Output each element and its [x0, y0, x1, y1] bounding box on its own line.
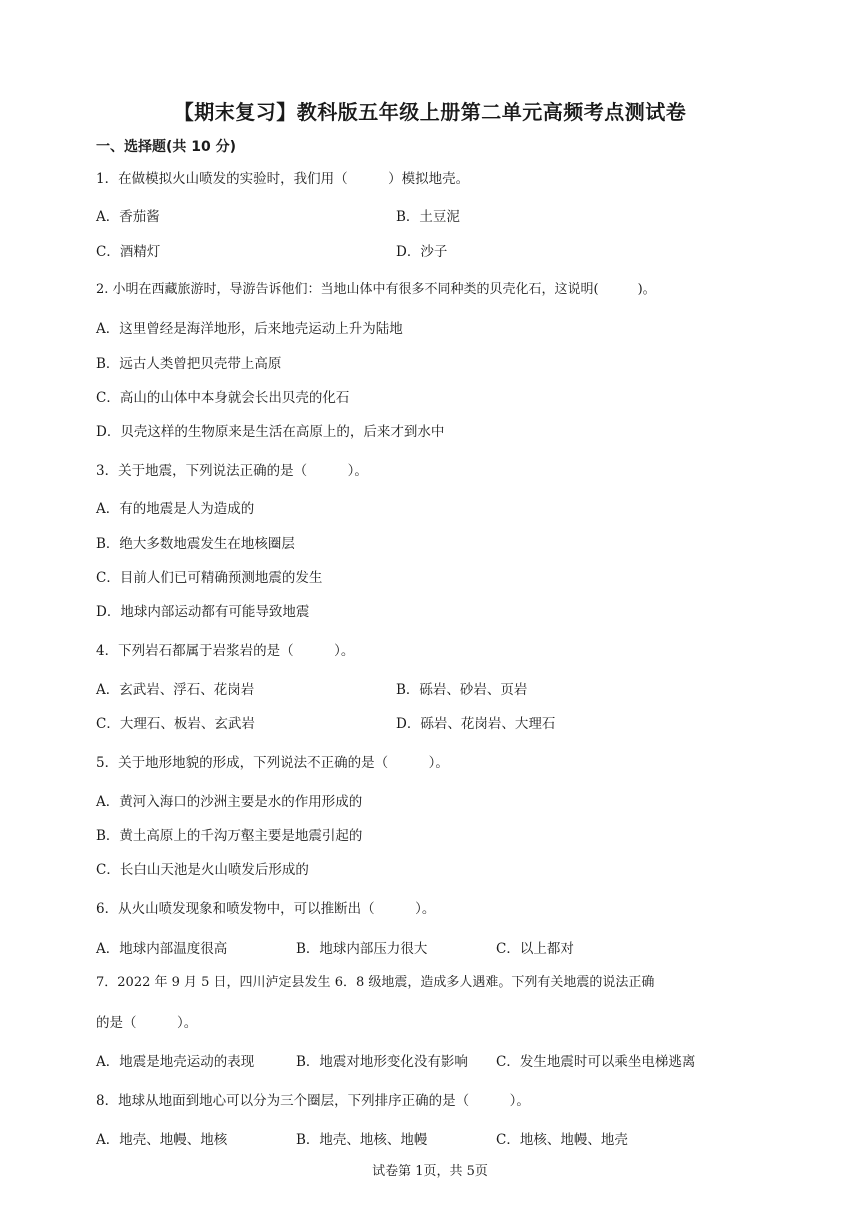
question-6-option-b: B．地球内部压力很大	[296, 941, 428, 957]
question-7-option-c: C．发生地震时可以乘坐电梯逃离	[496, 1054, 696, 1070]
question-3-stem: 3．关于地震，下列说法正确的是（ ）。	[96, 463, 368, 479]
question-6-option-c: C．以上都对	[496, 941, 574, 957]
exam-title: 【期末复习】教科版五年级上册第二单元高频考点测试卷	[173, 100, 687, 124]
question-3-option-b: B．绝大多数地震发生在地核圈层	[96, 536, 295, 552]
question-1-stem: 1．在做模拟火山喷发的实验时，我们用（ ）模拟地壳。	[96, 171, 470, 187]
question-6-option-a: A．地球内部温度很高	[96, 941, 228, 957]
question-2-option-a: A．这里曾经是海洋地形，后来地壳运动上升为陆地	[96, 321, 403, 337]
question-4-stem: 4．下列岩石都属于岩浆岩的是（ ）。	[96, 643, 355, 659]
question-5-option-a: A．黄河入海口的沙洲主要是水的作用形成的	[96, 794, 363, 810]
question-2-stem: 2. 小明在西藏旅游时，导游告诉他们：当地山体中有很多不同种类的贝壳化石，这说明( )。	[96, 282, 656, 297]
question-3-option-d: D．地球内部运动都有可能导致地震	[96, 604, 310, 620]
question-3-option-a: A．有的地震是人为造成的	[96, 501, 255, 517]
question-2-option-d: D．贝壳这样的生物原来是生活在高原上的，后来才到水中	[96, 424, 445, 440]
question-1-option-b: B．土豆泥	[396, 209, 460, 225]
question-2-option-c: C．高山的山体中本身就会长出贝壳的化石	[96, 390, 350, 406]
page-footer: 试卷第 1页，共 5页	[372, 1164, 488, 1179]
question-7-stem-line-2: 的是（ ）。	[96, 1015, 198, 1031]
question-7-stem-line-1: 7．2022 年 9 月 5 日，四川泸定县发生 6．8 级地震，造成多人遇难。下列有关地震的说法正确	[96, 975, 655, 990]
question-7-option-b: B．地震对地形变化没有影响	[296, 1054, 468, 1070]
question-8-option-c: C．地核、地幔、地壳	[496, 1132, 628, 1148]
question-6-stem: 6．从火山喷发现象和喷发物中，可以推断出（ ）。	[96, 901, 436, 917]
question-1-option-d: D．沙子	[396, 244, 448, 260]
question-1-option-a: A．香茄酱	[96, 209, 160, 225]
question-5-option-c: C．长白山天池是火山喷发后形成的	[96, 862, 309, 878]
question-8-stem: 8．地球从地面到地心可以分为三个圈层，下列排序正确的是（ ）。	[96, 1093, 530, 1109]
question-4-option-c: C．大理石、板岩、玄武岩	[96, 716, 255, 732]
question-8-option-a: A．地壳、地幔、地核	[96, 1132, 228, 1148]
question-2-option-b: B．远古人类曾把贝壳带上高原	[96, 356, 282, 372]
question-4-option-b: B．砾岩、砂岩、页岩	[396, 682, 528, 698]
section-heading: 一、选择题(共 10 分)	[96, 139, 237, 155]
question-5-option-b: B．黄土高原上的千沟万壑主要是地震引起的	[96, 828, 363, 844]
question-3-option-c: C．目前人们已可精确预测地震的发生	[96, 570, 323, 586]
question-8-option-b: B．地壳、地核、地幔	[296, 1132, 428, 1148]
question-7-option-a: A．地震是地壳运动的表现	[96, 1054, 255, 1070]
question-5-stem: 5．关于地形地貌的形成，下列说法不正确的是（ ）。	[96, 755, 449, 771]
question-4-option-d: D．砾岩、花岗岩、大理石	[396, 716, 556, 732]
question-4-option-a: A．玄武岩、浮石、花岗岩	[96, 682, 255, 698]
question-1-option-c: C．酒精灯	[96, 244, 161, 260]
